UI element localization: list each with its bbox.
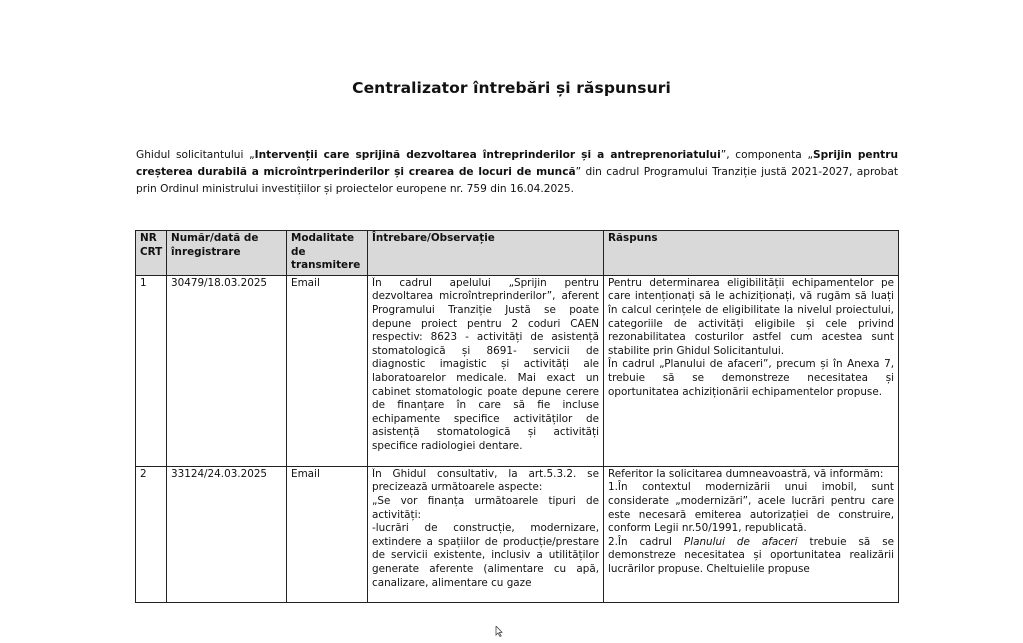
intro-text-3: ” din cadrul Programului Tranziție justă 2021-2027, aprobat prin Ordinul ministrului investițiilor și proiectelor europene nr. 759 din 16.04.2025. (136, 166, 898, 195)
intrebare-paragraph: -lucrări de construcție, modernizare, extindere a spațiilor de producție/prestare de servicii existente, inclusiv a utilităților generate aferente (alimentare cu apă, canalizare, alimentare cu gaze (372, 522, 599, 589)
cell-modalitate: Email (287, 466, 368, 602)
component-name: Sprijin pentru creșterea durabilă a microîntrperinderilor și crearea de locuri de muncă (136, 149, 898, 178)
cell-intrebare (368, 275, 604, 466)
cell-raspuns (604, 275, 899, 466)
header-modalitate: Modalitate de transmitere (287, 231, 368, 276)
table-row (136, 466, 899, 602)
intrebare-paragraph: „Se vor finanța următoarele tipuri de activități: (372, 494, 599, 521)
page-title: Centralizator întrebări și răspunsuri (352, 79, 671, 97)
intrebare-text: În cadrul apelului „Sprijin pentru dezvoltarea microîntreprinderilor”, aferent Programului Tranziție Justă se poate depune proiect pentru 2 coduri CAEN respectiv: 8623 - activități de asistență stomatologică și 8691- servicii de diagnostic imagistic și activități ale laboratoarelor medicale. Mai exact un cabinet stomatologic poate depune cerere de finanțare în care să fie incluse echipamente specifice activităților de asistență stomatologică și activități specifice radiologiei dentare. (372, 276, 599, 452)
header-raspuns: Răspuns (604, 231, 899, 276)
intro-paragraph (136, 147, 898, 198)
raspuns-box (608, 468, 894, 600)
plan-afaceri-italic: Planului de afaceri (683, 535, 798, 548)
intro-text-2: ”, componenta „ (720, 149, 813, 161)
cell-nr: 2 (136, 466, 167, 602)
raspuns-paragraph (608, 536, 894, 577)
cell-numar: 33124/24.03.2025 (167, 466, 287, 602)
intro-text-1: Ghidul solicitantului „ (136, 149, 255, 161)
header-nr-crt: NR CRT (136, 231, 167, 276)
raspuns-box (608, 277, 894, 464)
header-intrebare: Întrebare/Observație (368, 231, 604, 276)
qa-table (135, 230, 899, 603)
table-header-row (136, 231, 899, 276)
cell-nr: 1 (136, 275, 167, 466)
raspuns-text: 2.În cadrul (608, 535, 684, 548)
intrebare-box (372, 468, 599, 600)
cell-numar: 30479/18.03.2025 (167, 275, 287, 466)
raspuns-text: trebuie să se demonstreze necesitatea și oportunitatea realizării lucrărilor propuse. Cheltuielile propuse (608, 535, 894, 575)
raspuns-paragraph: 1.În contextul modernizării unui imobil, sunt considerate „modernizări”, acele lucrări pentru care este necesară emiterea autorizației de construire, conform Legii nr.50/1991, republicată. (608, 481, 894, 535)
guide-name: Intervenții care sprijină dezvoltarea întreprinderilor și a antreprenoriatului (254, 149, 721, 161)
table-row (136, 275, 899, 466)
header-numar-data: Număr/dată de înregistrare (167, 231, 287, 276)
raspuns-paragraph: Pentru determinarea eligibilității echipamentelor pe care intenționați să le achiziționați, vă rugăm să luați în calcul cerințele de eligibilitate la nivelul proiectului, categoriile de activități eligibile și cele privind rezonabilitatea costurilor astfel cum acestea sunt stabilite prin Ghidul Solicitantului. (608, 276, 894, 357)
raspuns-paragraph: Referitor la solicitarea dumneavoastră, vă informăm: (608, 467, 884, 480)
cell-modalitate: Email (287, 275, 368, 466)
cell-raspuns (604, 466, 899, 602)
cell-intrebare (368, 466, 604, 602)
intrebare-paragraph: În Ghidul consultativ, la art.5.3.2. se precizează următoarele aspecte: (372, 467, 599, 494)
raspuns-paragraph: În cadrul „Planului de afaceri”, precum și în Anexa 7, trebuie să se demonstreze necesitatea și oportunitatea achiziționării echipamentelor propuse. (608, 358, 894, 398)
mouse-cursor-icon (495, 626, 503, 637)
